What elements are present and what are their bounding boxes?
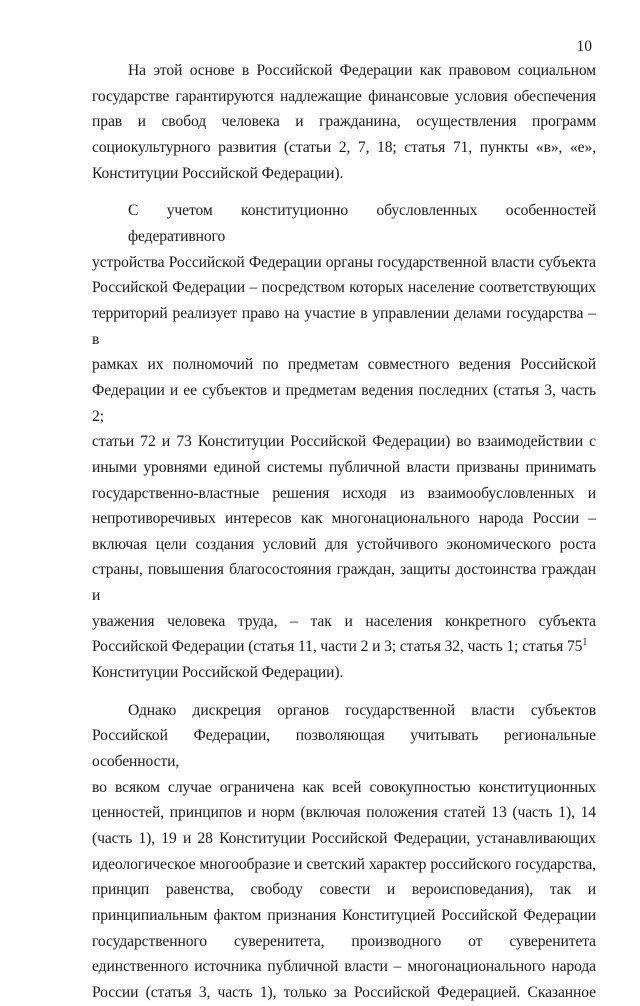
text-line: Федерации и ее субъектов и предметам ведения последних (статья 3, часть 2; [92,381,596,425]
page-number: 10 [576,38,592,55]
text-line: Российской Федерации, позволяющая учитывать региональные особенности, [92,727,596,771]
text-line: Конституции Российской Федерации). [92,164,344,182]
text-line-with-footnote [92,634,596,660]
text-line: во всяком случае ограничена как всей совокупностью конституционных [92,778,596,796]
text-line: Конституции Российской Федерации). [92,664,344,682]
document-body [92,58,596,1006]
text-line-content: Российской Федерации (статья 11, части 2 и 3; статья 32, часть 1; статья 75 [92,638,583,656]
text-line: устройства Российской Федерации органы государственной власти субъекта [92,253,596,271]
text-line: статьи 72 и 73 Конституции Российской Федерации) во взаимодействии с [92,433,596,451]
text-line: уважения человека труда, – так и населения конкретного субъекта [92,612,596,630]
paragraph [92,698,596,1006]
text-line: Однако дискреция органов государственной власти субъектов [128,701,596,719]
text-line: рамках их полномочий по предметам совместного ведения Российской [92,356,596,374]
paragraph [92,198,596,685]
paragraph [92,58,596,186]
text-line: непротиворечивых интересов как многонационального народа России – [92,510,596,528]
text-line: ценностей, принципов и норм (включая положения статей 13 (часть 1), 14 [92,804,596,822]
text-line: принципиальным фактом признания Конституцией Российской Федерации [92,907,596,924]
text-line: иными уровнями единой системы публичной власти призваны принимать [92,458,596,476]
text-line: идеологическое многообразие и светский характер российского государства, [92,855,596,873]
text-line: С учетом конституционно обусловленных особенностей федеративного [128,202,596,245]
text-line: Российской Федерации – посредством которых население соответствующих [92,279,596,297]
text-line: территорий реализует право на участие в управлении делами государства – в [92,304,596,348]
text-line: единственного источника публичной власти – многонационального народа [92,958,596,976]
text-line: государстве гарантируются надлежащие финансовые условия обеспечения [92,87,596,105]
text-line: включая цели создания условий для устойчивого экономического роста [92,535,596,553]
text-line: государственного суверенитета, производного от суверенитета [92,932,596,950]
footnote-mark: 1 [582,637,588,649]
text-line: (часть 1), 19 и 28 Конституции Российской Федерации, устанавливающих [92,830,596,848]
text-line: России (статья 3, часть 1), только за Российской Федерацией. Сказанное [92,983,596,1001]
text-line: государственно-властные решения исходя из взаимообусловленных и [92,484,596,502]
text-line: На этой основе в Российской Федерации как правовом социальном [128,62,596,79]
text-line: принцип равенства, свободу совести и вероисповедания), так и [92,881,596,899]
text-line: страны, повышения благосостояния граждан, защиты достоинства граждан и [92,561,596,605]
text-line: прав и свобод человека и гражданина, осуществления программ [92,113,596,131]
text-line: социокультурного развития (статьи 2, 7, 18; статья 71, пункты «в», «е», [92,138,596,156]
